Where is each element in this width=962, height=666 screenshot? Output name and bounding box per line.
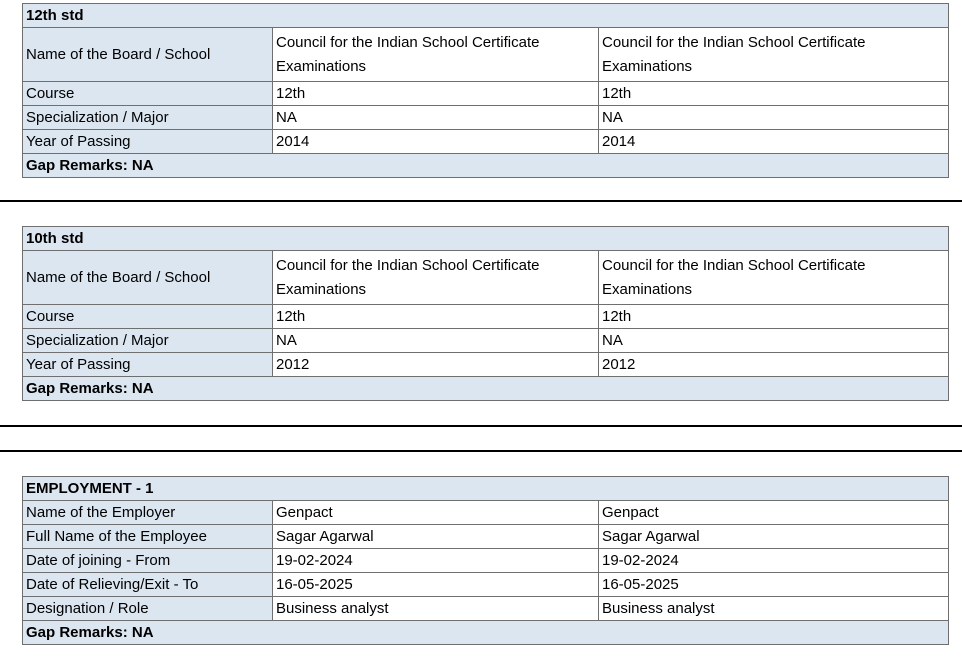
value-cell: Council for the Indian School Certificate Examinations — [273, 28, 599, 82]
value-cell: 2014 — [599, 130, 949, 154]
row-label: Year of Passing — [23, 353, 273, 377]
row-label: Specialization / Major — [23, 329, 273, 353]
value-cell: NA — [273, 329, 599, 353]
gap-remarks-row — [23, 377, 949, 401]
value-cell: 12th — [599, 305, 949, 329]
table-row — [23, 501, 949, 525]
value-cell: 2012 — [273, 353, 599, 377]
value-cell: NA — [599, 329, 949, 353]
row-label: Date of Relieving/Exit - To — [23, 573, 273, 597]
gap-remarks-row — [23, 621, 949, 645]
row-label: Name of the Board / School — [23, 28, 273, 82]
gap-remarks: Gap Remarks: NA — [23, 621, 949, 645]
row-label: Date of joining - From — [23, 549, 273, 573]
value-cell: 19-02-2024 — [273, 549, 599, 573]
section-title: 10th std — [23, 227, 949, 251]
row-label: Course — [23, 305, 273, 329]
value-cell: Council for the Indian School Certificate Examinations — [599, 251, 949, 305]
section-employment-1 — [22, 476, 948, 645]
value-cell: Sagar Agarwal — [599, 525, 949, 549]
table-row — [23, 549, 949, 573]
gap-remarks: Gap Remarks: NA — [23, 154, 949, 178]
row-label: Specialization / Major — [23, 106, 273, 130]
education-table-12th — [22, 3, 949, 178]
section-12th-std — [22, 3, 948, 178]
value-cell: Business analyst — [599, 597, 949, 621]
divider-line — [0, 425, 962, 427]
table-row — [23, 329, 949, 353]
gap-remarks: Gap Remarks: NA — [23, 377, 949, 401]
row-label: Course — [23, 82, 273, 106]
table-row — [23, 597, 949, 621]
value-cell: 16-05-2025 — [273, 573, 599, 597]
section-header — [23, 477, 949, 501]
table-row — [23, 305, 949, 329]
divider-line — [0, 200, 962, 202]
employment-table — [22, 476, 949, 645]
section-10th-std — [22, 226, 948, 401]
row-label: Name of the Board / School — [23, 251, 273, 305]
value-cell: 2012 — [599, 353, 949, 377]
value-cell: Business analyst — [273, 597, 599, 621]
row-label: Name of the Employer — [23, 501, 273, 525]
row-label: Full Name of the Employee — [23, 525, 273, 549]
value-cell: 16-05-2025 — [599, 573, 949, 597]
education-table-10th — [22, 226, 949, 401]
gap-remarks-row — [23, 154, 949, 178]
value-cell: Genpact — [599, 501, 949, 525]
value-cell: 19-02-2024 — [599, 549, 949, 573]
row-label: Year of Passing — [23, 130, 273, 154]
section-header — [23, 227, 949, 251]
value-cell: 12th — [599, 82, 949, 106]
table-row — [23, 106, 949, 130]
value-cell: Genpact — [273, 501, 599, 525]
table-row — [23, 130, 949, 154]
section-title: 12th std — [23, 4, 949, 28]
value-cell: NA — [273, 106, 599, 130]
value-cell: Council for the Indian School Certificate Examinations — [273, 251, 599, 305]
value-cell: 2014 — [273, 130, 599, 154]
table-row — [23, 573, 949, 597]
table-row — [23, 82, 949, 106]
table-row — [23, 251, 949, 305]
value-cell: Sagar Agarwal — [273, 525, 599, 549]
table-row — [23, 28, 949, 82]
table-row — [23, 525, 949, 549]
value-cell: Council for the Indian School Certificate Examinations — [599, 28, 949, 82]
value-cell: 12th — [273, 305, 599, 329]
section-title: EMPLOYMENT - 1 — [23, 477, 949, 501]
value-cell: NA — [599, 106, 949, 130]
divider-line — [0, 450, 962, 452]
row-label: Designation / Role — [23, 597, 273, 621]
table-row — [23, 353, 949, 377]
value-cell: 12th — [273, 82, 599, 106]
section-header — [23, 4, 949, 28]
